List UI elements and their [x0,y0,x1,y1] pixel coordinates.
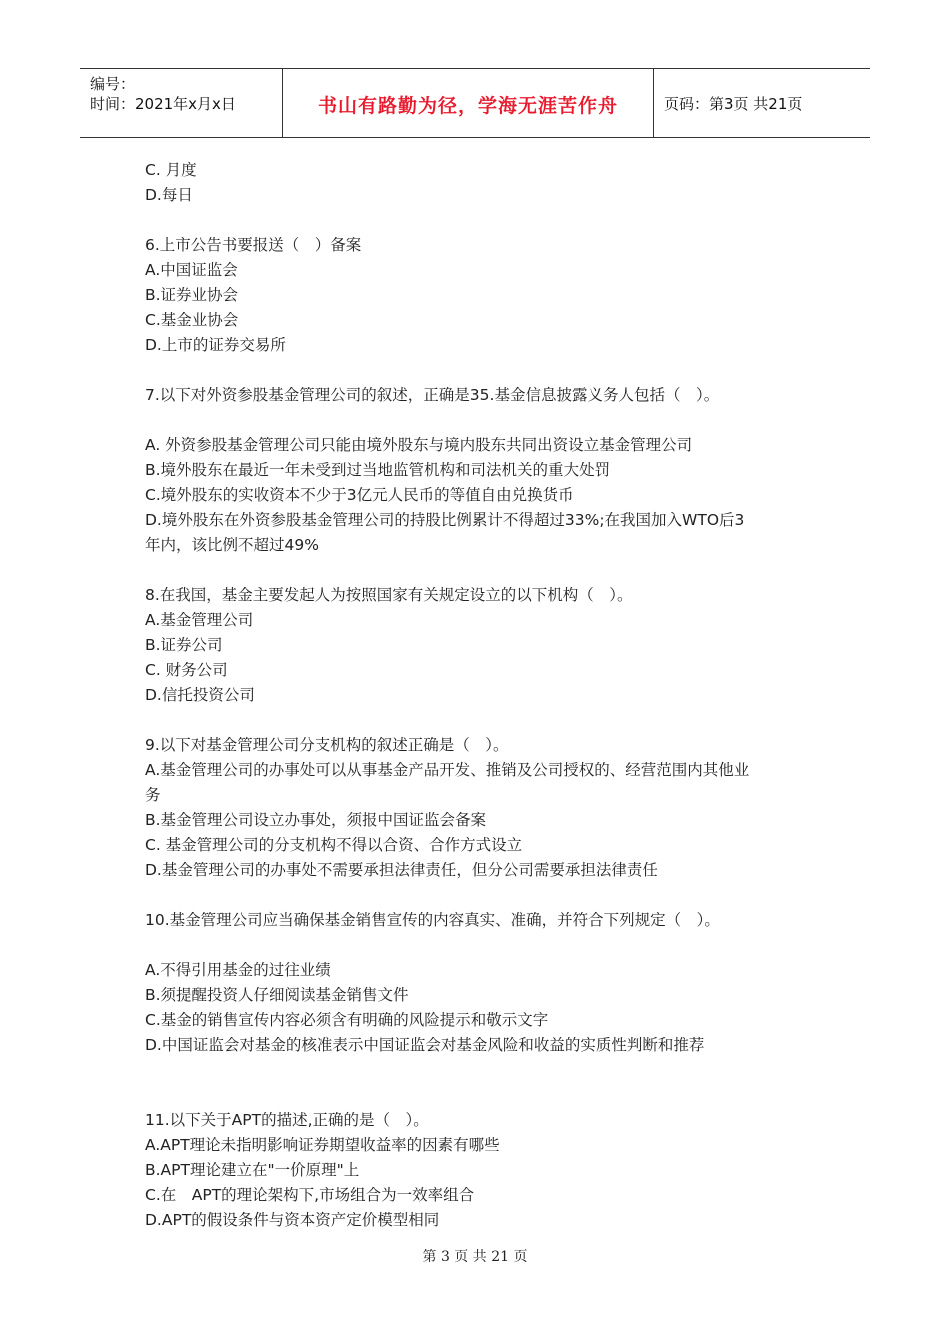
option-line: D.境外股东在外资参股基金管理公司的持股比例累计不得超过33%;在我国加入WTO后3 [145,511,745,529]
question-9: 9.以下对基金管理公司分支机构的叙述正确是（ ）。 [145,736,509,754]
option-line: D.上市的证券交易所 [145,336,286,354]
option-line: A.基金管理公司 [145,611,254,629]
page-header [80,68,870,138]
option-line: A.中国证监会 [145,261,238,279]
option-line: A. 外资参股基金管理公司只能由境外股东与境内股东共同出资设立基金管理公司 [145,436,693,454]
option-line: D.中国证监会对基金的核准表示中国证监会对基金风险和收益的实质性判断和推荐 [145,1036,705,1054]
option-line: C. 基金管理公司的分支机构不得以合资、合作方式设立 [145,836,523,854]
option-line: B.须提醒投资人仔细阅读基金销售文件 [145,986,409,1004]
option-line: A.基金管理公司的办事处可以从事基金产品开发、推销及公司授权的、经营范围内其他业 [145,761,750,779]
option-line-continued: 务 [145,786,161,804]
option-line: C.境外股东的实收资本不少于3亿元人民币的等值自由兑换货币 [145,486,574,504]
header-motto-cell [282,69,654,137]
option-line: C.基金的销售宣传内容必须含有明确的风险提示和敬示文字 [145,1011,549,1029]
document-body [145,158,825,1233]
question-10: 10.基金管理公司应当确保基金销售宣传的内容真实、准确，并符合下列规定（ ）。 [145,911,720,929]
option-line: D.信托投资公司 [145,686,255,704]
option-line: B.证券业协会 [145,286,239,304]
option-line: A.APT理论未指明影响证券期望收益率的因素有哪些 [145,1136,500,1154]
header-motto: 书山有路勤为径，学海无涯苦作舟 [317,95,618,117]
option-line: D.每日 [145,186,193,204]
header-left-cell [80,69,280,137]
option-line: C. 财务公司 [145,661,228,679]
option-line: B.APT理论建立在"一价原理"上 [145,1161,360,1179]
option-line: B.证券公司 [145,636,223,654]
document-number-label: 编号： [90,75,136,93]
page-footer: 第 3 页 共 21 页 [422,1249,528,1265]
question-11: 11.以下关于APT的描述,正确的是（ ）。 [145,1111,429,1129]
option-line: C. 月度 [145,161,197,179]
option-line: B.境外股东在最近一年未受到过当地监管机构和司法机关的重大处罚 [145,461,611,479]
document-time-label: 时间：2021年x月x日 [90,95,236,113]
option-line: A.不得引用基金的过往业绩 [145,961,331,979]
option-line: C.基金业协会 [145,311,239,329]
option-line: D.基金管理公司的办事处不需要承担法律责任，但分公司需要承担法律责任 [145,861,658,879]
question-6: 6.上市公告书要报送（ ）备案 [145,236,362,254]
question-8: 8.在我国，基金主要发起人为按照国家有关规定设立的以下机构（ ）。 [145,586,633,604]
question-7: 7.以下对外资参股基金管理公司的叙述，正确是35.基金信息披露义务人包括（ ）。 [145,386,720,404]
option-line: B.基金管理公司设立办事处，须报中国证监会备案 [145,811,487,829]
option-line-continued: 年内，该比例不超过49% [145,536,319,554]
option-line: C.在 APT的理论架构下,市场组合为一效率组合 [145,1186,475,1204]
header-page-info: 页码：第3页 共21页 [664,95,803,113]
option-line: D.APT的假设条件与资本资产定价模型相同 [145,1211,440,1229]
header-right-cell [654,69,870,137]
